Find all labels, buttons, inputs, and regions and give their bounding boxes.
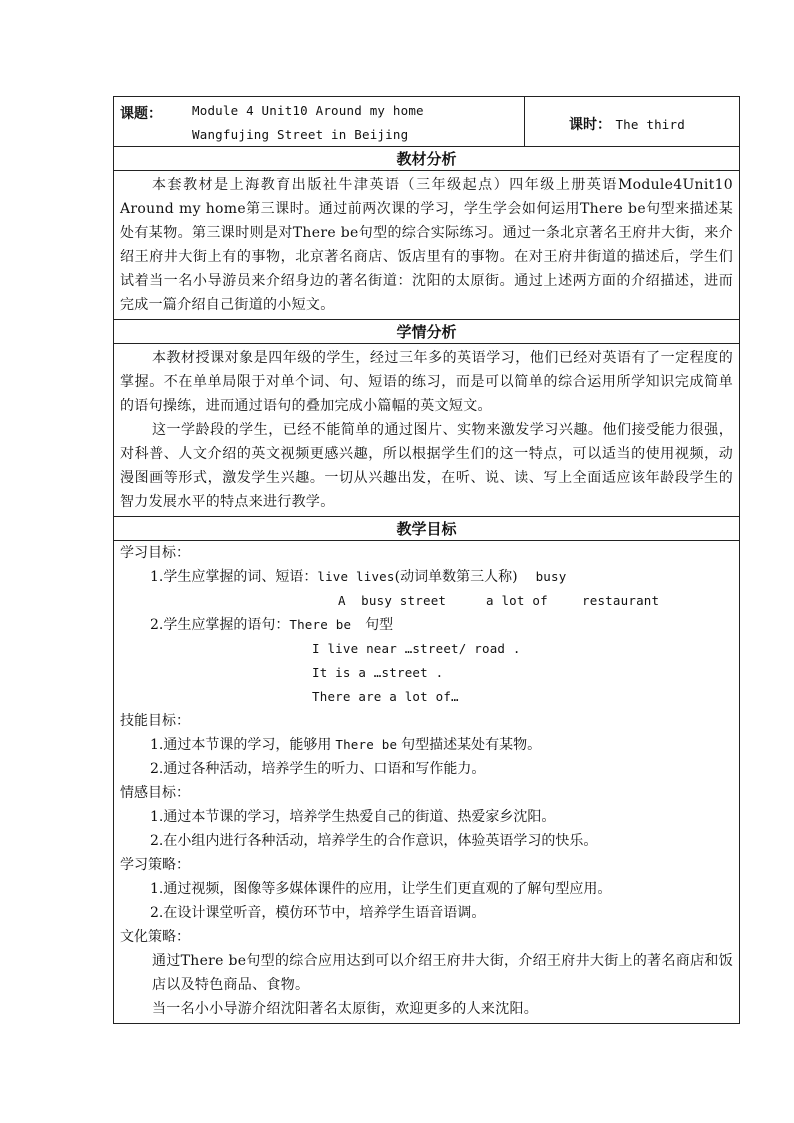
learning-goal-1-prefix: 1.学生应掌握的词、短语： bbox=[150, 569, 318, 585]
learning-goal-1-words: live lives bbox=[317, 569, 395, 584]
emotion-goal-1: 1.通过本节课的学习，培养学生热爱自己的街道、热爱家乡沈阳。 bbox=[150, 809, 556, 825]
sentence-1 bbox=[120, 637, 733, 661]
teaching-goals-heading: 教学目标 bbox=[114, 517, 739, 541]
student-analysis-paragraph-2: 这一学龄段的学生，已经不能简单的通过图片、实物来激发学习兴趣。他们接受能力很强，对科普、人文介绍的英文视频更感兴趣，所以根据学生们的这一特点，可以适当的使用视频，动漫图画等形式，激发学生兴趣。一切从兴趣出发，在听、说、读、写上全面适应该年龄段学生的智力发展水平的特点来进行教学。 bbox=[120, 422, 733, 510]
learning-strategy-1: 1.通过视频，图像等多媒体课件的应用，让学生们更直观的了解句型应用。 bbox=[150, 881, 612, 897]
skill-goals-label: 技能目标： bbox=[120, 713, 190, 729]
phrase-restaurant: restaurant bbox=[582, 593, 660, 608]
student-analysis-paragraph-1: 本教材授课对象是四年级的学生，经过三年多的英语学习，他们已经对英语有了一定程度的掌握。不在单单局限于对单个词、句、短语的练习，而是可以简单的综合运用所学知识完成简单的语句操练，进而通过语句的叠加完成小篇幅的英文短文。 bbox=[120, 350, 733, 414]
skill-goal-2: 2.通过各种活动，培养学生的听力、口语和写作能力。 bbox=[150, 761, 486, 777]
student-analysis-heading: 学情分析 bbox=[114, 320, 739, 344]
skill-goal-1 bbox=[120, 733, 733, 757]
topic-line-2: Wangfujing Street in Beijing bbox=[192, 127, 409, 142]
emotion-goal-2: 2.在小组内进行各种活动，培养学生的合作意识，体验英语学习的快乐。 bbox=[150, 833, 598, 849]
culture-strategy-1: 通过There be句型的综合应用达到可以介绍王府井大街，介绍王府井大街上的著名商店和饭店以及特色商品、食物。 bbox=[152, 953, 733, 993]
skill-goal-1-a: 1.通过本节课的学习，能够用 bbox=[150, 737, 332, 753]
learning-goal-1-busy: busy bbox=[535, 569, 567, 584]
header-row bbox=[114, 97, 739, 147]
phrase-a-busy-street: A busy street bbox=[338, 593, 447, 608]
learning-goal-2-prefix: 2.学生应掌握的语句： bbox=[150, 617, 290, 633]
learning-goal-2 bbox=[120, 613, 733, 637]
learning-goal-2-there-be: There be bbox=[289, 617, 352, 632]
period-cell bbox=[525, 97, 739, 146]
emotion-goals-label: 情感目标： bbox=[120, 785, 190, 801]
learning-goal-1 bbox=[120, 565, 733, 589]
sentence-1-text: I live near …street/ road . bbox=[312, 641, 521, 656]
textbook-analysis-body bbox=[114, 171, 739, 320]
learning-goal-1-phrases bbox=[120, 589, 733, 613]
sentence-2 bbox=[120, 661, 733, 685]
student-analysis-body bbox=[114, 344, 739, 517]
skill-goal-1-b: 句型描述某处有某物。 bbox=[401, 737, 542, 753]
sentence-3 bbox=[120, 685, 733, 709]
topic-label: 课题： bbox=[120, 106, 162, 122]
skill-goal-1-code: There be bbox=[335, 737, 398, 752]
lesson-plan-table bbox=[113, 96, 740, 1024]
sentence-2-text: It is a …street . bbox=[312, 665, 444, 680]
learning-goal-1-note: (动词单数第三人称) bbox=[394, 569, 518, 585]
learning-strategy-label: 学习策略： bbox=[120, 857, 190, 873]
learning-strategy-2: 2.在设计课堂听音，模仿环节中，培养学生语音语调。 bbox=[150, 905, 486, 921]
topic-cell bbox=[114, 97, 525, 146]
culture-strategy-label: 文化策略： bbox=[120, 929, 190, 945]
learning-goal-2-pattern: 句型 bbox=[365, 617, 394, 633]
period-label: 课时： bbox=[569, 117, 611, 133]
learning-goals-label: 学习目标： bbox=[120, 545, 190, 561]
topic-line-1: Module 4 Unit10 Around my home bbox=[192, 103, 424, 118]
period-value: The third bbox=[615, 117, 685, 132]
sentence-3-text: There are a lot of… bbox=[312, 689, 459, 704]
teaching-goals-body bbox=[114, 541, 739, 1021]
textbook-analysis-heading: 教材分析 bbox=[114, 147, 739, 171]
phrase-a-lot-of: a lot of bbox=[486, 593, 548, 608]
textbook-analysis-paragraph: 本套教材是上海教育出版社牛津英语（三年级起点）四年级上册英语Module4Unit10 Around my home第三课时。通过前两次课的学习，学生学会如何运用There be句型来描述某处有某物。第三课时则是对There be句型的综合实际练习。通过一条北京著名王府井大街，来介绍王府井大街上有的事物，北京著名商店、饭店里有的事物。在对王府井街道的描述后，学生们试着当一名小导游员来介绍身边的著名街道：沈阳的太原街。通过上述两方面的介绍描述，进而完成一篇介绍自己街道的小短文。 bbox=[120, 177, 733, 313]
culture-strategy-2: 当一名小小导游介绍沈阳著名太原街，欢迎更多的人来沈阳。 bbox=[152, 1001, 539, 1017]
